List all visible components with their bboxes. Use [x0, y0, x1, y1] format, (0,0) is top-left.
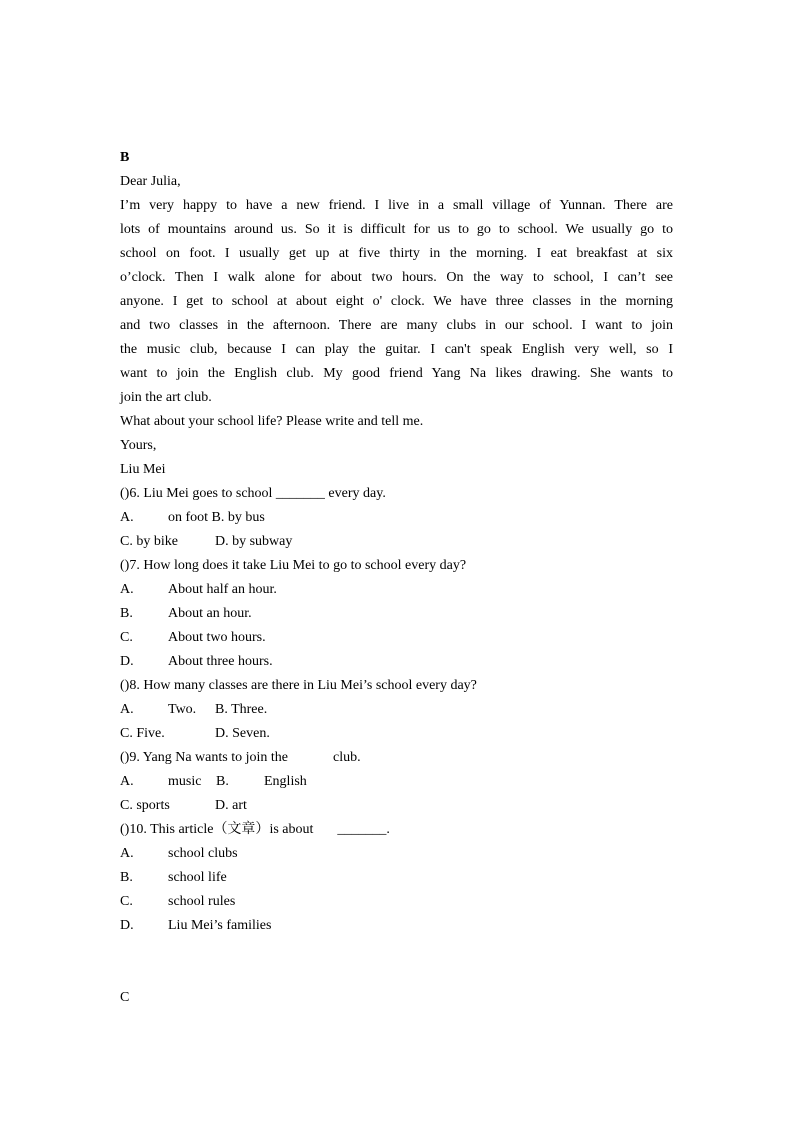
option-text: Two. — [168, 702, 197, 717]
section-c-label: C — [120, 990, 130, 1005]
option-row — [120, 578, 673, 602]
option-text: C. sports — [120, 798, 170, 813]
option-letter: B. — [120, 870, 133, 885]
option-row — [120, 530, 673, 554]
letter-body — [120, 194, 673, 410]
option-row — [120, 770, 673, 794]
letter-line: the music club, because I can play the guitar. I can't speak English very well, so I — [120, 342, 673, 357]
option-text: music — [168, 774, 202, 789]
letter-line: lots of mountains around us. So it is difficult for us to go to school. We usually go to — [120, 222, 673, 237]
question-stem — [120, 746, 673, 770]
option-letter: B. — [216, 774, 229, 789]
letter-line: o’clock. Then I walk alone for about two hours. On the way to school, I can’t see — [120, 270, 673, 285]
question-7 — [120, 554, 673, 674]
letter-line: and two classes in the afternoon. There are many clubs in our school. I want to join — [120, 318, 673, 333]
question-stem — [120, 818, 673, 842]
option-text: school rules — [168, 894, 236, 909]
document-page — [120, 146, 673, 938]
option-row — [120, 914, 673, 938]
answer-blank: _______. — [337, 822, 390, 837]
letter-greeting: Dear Julia, — [120, 174, 181, 189]
option-text: school clubs — [168, 846, 238, 861]
option-row — [120, 602, 673, 626]
letter-signature: Liu Mei — [120, 462, 166, 477]
letter-line: school on foot. I usually get up at five thirty in the morning. I eat breakfast at six — [120, 246, 673, 261]
option-letter: B. — [120, 606, 133, 621]
question-stem: ()6. Liu Mei goes to school _______ every day. — [120, 486, 386, 501]
question-stem: ()7. How long does it take Liu Mei to go to school every day? — [120, 558, 467, 573]
option-letter: A. — [120, 582, 134, 597]
option-text: About two hours. — [168, 630, 266, 645]
option-letter: A. — [120, 774, 134, 789]
option-text: C. Five. — [120, 726, 165, 741]
option-letter: D. — [120, 654, 134, 669]
option-row — [120, 626, 673, 650]
question-stem-note: （文章） — [213, 822, 270, 837]
option-letter: C. — [120, 894, 133, 909]
option-text: About an hour. — [168, 606, 252, 621]
option-text: D. art — [215, 798, 247, 813]
option-row — [120, 650, 673, 674]
option-row — [120, 698, 673, 722]
option-letter: A. — [120, 702, 134, 717]
option-row — [120, 722, 673, 746]
question-9 — [120, 746, 673, 818]
option-text: B. Three. — [215, 702, 268, 717]
option-row — [120, 890, 673, 914]
option-text: English — [264, 774, 307, 789]
option-text: Liu Mei’s families — [168, 918, 272, 933]
option-text: D. by subway — [215, 534, 293, 549]
option-row — [120, 506, 673, 530]
letter-signoff: Yours, — [120, 438, 157, 453]
option-text: About three hours. — [168, 654, 273, 669]
option-text: school life — [168, 870, 227, 885]
letter-closing-question: What about your school life? Please write and tell me. — [120, 414, 424, 429]
letter-line: want to join the English club. My good friend Yang Na likes drawing. She wants to — [120, 366, 673, 381]
option-letter: A. — [120, 510, 134, 525]
option-row — [120, 794, 673, 818]
option-row — [120, 842, 673, 866]
question-stem: ()8. How many classes are there in Liu Mei’s school every day? — [120, 678, 477, 693]
question-stem-text: club. — [333, 750, 361, 765]
section-b-label: B — [120, 150, 130, 165]
question-stem-text: ()10. This article — [120, 822, 214, 837]
option-letter: A. — [120, 846, 134, 861]
question-6 — [120, 482, 673, 554]
option-letter: D. — [120, 918, 134, 933]
option-letter: C. — [120, 630, 133, 645]
option-text: on foot B. by bus — [168, 510, 265, 525]
question-stem-text: ()9. Yang Na wants to join the — [120, 750, 288, 765]
letter-line: I’m very happy to have a new friend. I live in a small village of Yunnan. There are — [120, 198, 673, 213]
option-text: About half an hour. — [168, 582, 277, 597]
letter-line: anyone. I get to school at about eight o' clock. We have three classes in the morning — [120, 294, 673, 309]
option-row — [120, 866, 673, 890]
question-stem-text: is about — [269, 822, 314, 837]
option-text: D. Seven. — [215, 726, 270, 741]
question-8 — [120, 674, 673, 746]
question-10 — [120, 818, 673, 938]
letter-line: join the art club. — [120, 390, 212, 405]
option-text: C. by bike — [120, 534, 178, 549]
